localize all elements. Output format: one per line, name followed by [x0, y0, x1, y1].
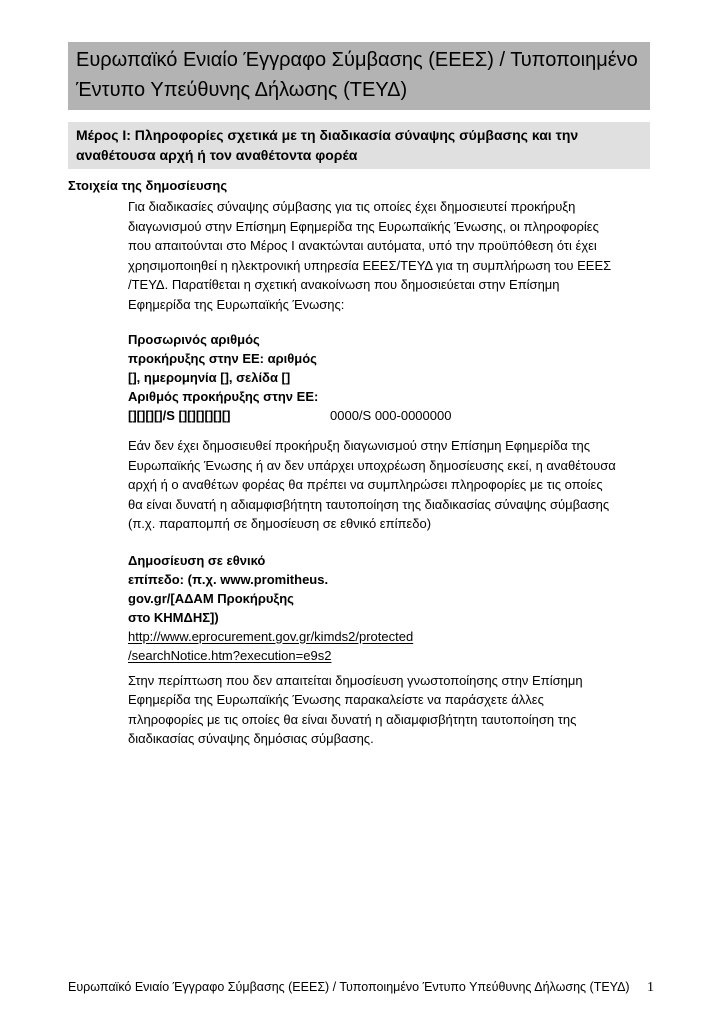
page-number: 1 — [647, 980, 654, 995]
national-publication-link[interactable] — [128, 627, 650, 665]
national-publication-link-line: http://www.eprocurement.gov.gr/kimds2/protected — [128, 628, 414, 644]
national-publication-field — [128, 551, 650, 665]
intro-paragraph: Για διαδικασίες σύναψης σύμβασης για τις οποίες έχει δημοσιευτεί προκήρυξη διαγωνισμού στην Επίσημη Εφημερίδα της Ευρωπαϊκής Ένωσης, οι πληροφορίες που απαιτούνται στο Μέρος Ι ανακτώνται αυτόματα, υπό την προϋπόθεση ότι έχει χρησιμοποιηθεί η ηλεκτρονική υπηρεσία ΕΕΕΣ/ΤΕΥΔ για τη συμπλήρωση του ΕΕΕΣ /ΤΕΥΔ. Παρατίθεται η σχετική ανακοίνωση που δημοσιεύεται στην Επίσημη Εφημερίδα της Ευρωπαϊκής Ένωσης: — [128, 199, 612, 312]
footer-title: Ευρωπαϊκό Ενιαίο Έγγραφο Σύμβασης (ΕΕΕΣ) / Τυποποιημένο Έντυπο Υπεύθυνης Δήλωσης (ΤΕΥΔ) — [68, 980, 630, 994]
page-footer — [68, 979, 656, 996]
document-page — [68, 42, 650, 749]
eu-notice-label-line: προκήρυξης στην ΕΕ: αριθμός — [128, 351, 317, 366]
no-publication-paragraph: Εάν δεν έχει δημοσιευθεί προκήρυξη διαγωνισμού στην Επίσημη Εφημερίδα της Ευρωπαϊκής Ένωσης ή αν δεν υπάρχει υποχρέωση δημοσίευσης εκεί, η αναθέτουσα αρχή ή ο αναθέτων φορέας θα πρέπει να συμπληρώσει πληροφορίες με τις οποίες θα είναι δυνατή η αδιαμφισβήτητη ταυτοποίηση της διαδικασίας σύναψης σύμβασης (π.χ. παραπομπή σε δημοσίευση σε εθνικό επίπεδο) — [128, 438, 616, 531]
national-publication-label-line: gov.gr/[ΑΔΑΜ Προκήρυξης — [128, 590, 294, 606]
eu-notice-value: 0000/S 000-0000000 — [330, 408, 452, 423]
eu-notice-label-line: Αριθμός προκήρυξης στην ΕΕ: — [128, 389, 319, 404]
eu-notice-label — [128, 330, 330, 425]
national-publication-label — [128, 551, 330, 627]
page-title: Ευρωπαϊκό Ενιαίο Έγγραφο Σύμβασης (ΕΕΕΣ) / Τυποποιημένο Έντυπο Υπεύθυνης Δήλωσης (ΤΕΥΔ) — [68, 42, 650, 110]
eu-notice-label-line: Προσωρινός αριθμός — [128, 332, 260, 347]
national-publication-label-line: στο ΚΗΜΔΗΣ]) — [128, 609, 219, 625]
eu-notice-field — [128, 330, 650, 425]
national-publication-link-line: /searchNotice.htm?execution=e9s2 — [128, 647, 332, 663]
part1-heading: Μέρος Ι: Πληροφορίες σχετικά με τη διαδικασία σύναψης σύμβασης και την αναθέτουσα αρχή ή τον αναθέτοντα φορέα — [68, 122, 650, 169]
other-info-paragraph: Στην περίπτωση που δεν απαιτείται δημοσίευση γνωστοποίησης στην Επίσημη Εφημερίδα της Ευρωπαϊκής Ένωσης παρακαλείστε να παράσχετε άλλες πληροφορίες με τις οποίες θα είναι δυνατή η αδιαμφισβήτητη ταυτοποίηση της διαδικασίας σύναψης δημόσιας σύμβασης. — [128, 672, 583, 746]
publication-details-heading: Στοιχεία της δημοσίευσης — [68, 178, 228, 193]
eu-notice-label-line: [], ημερομηνία [], σελίδα [] — [128, 370, 291, 385]
national-publication-label-line: Δημοσίευση σε εθνικό — [128, 552, 266, 568]
eu-notice-label-line: [][][][]/S [][][][][][] — [128, 408, 231, 423]
national-publication-label-line: επίπεδο: (π.χ. www.promitheus. — [128, 571, 329, 587]
